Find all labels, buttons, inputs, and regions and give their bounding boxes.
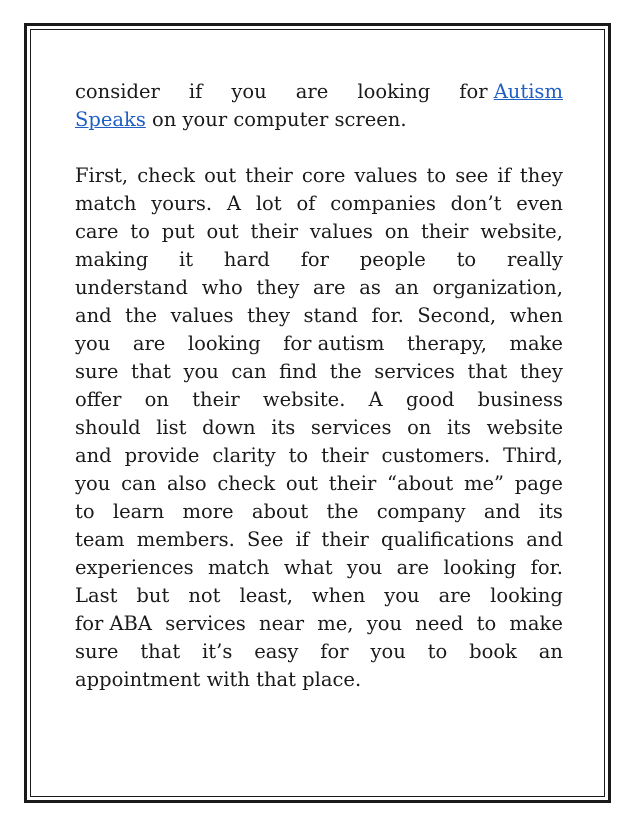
word: experiences xyxy=(75,556,194,579)
paragraph2-line xyxy=(75,442,563,470)
word: therapy, xyxy=(406,332,487,355)
word: on xyxy=(384,220,410,243)
word: they xyxy=(247,304,291,327)
word: that xyxy=(467,360,508,383)
word: looking xyxy=(443,556,517,579)
word: the xyxy=(326,500,359,523)
word: for xyxy=(300,248,329,271)
paragraph2-line xyxy=(75,358,563,386)
word: values xyxy=(170,304,234,327)
word: if xyxy=(497,164,511,187)
word: website xyxy=(486,416,563,439)
word: core xyxy=(301,164,346,187)
word: to xyxy=(426,164,447,187)
paragraph2-line xyxy=(75,218,563,246)
word: First, xyxy=(75,164,129,187)
word: stand xyxy=(303,304,359,327)
word: to xyxy=(456,248,477,271)
word: don’t xyxy=(450,192,502,215)
word: to xyxy=(288,444,309,467)
word: for ABA xyxy=(75,612,152,635)
word: more xyxy=(182,500,234,523)
word: me, xyxy=(317,612,354,635)
word: can xyxy=(231,360,267,383)
word: clarity xyxy=(212,444,276,467)
word: of xyxy=(296,192,316,215)
paragraph2-line xyxy=(75,302,563,330)
word: are xyxy=(295,80,329,103)
word: to xyxy=(476,612,497,635)
word: list xyxy=(156,416,187,439)
word: book xyxy=(469,640,517,663)
paragraph2-line xyxy=(75,582,563,610)
word: who xyxy=(201,276,243,299)
word: looking xyxy=(357,80,431,103)
link-prefix-group xyxy=(459,78,563,106)
word: on xyxy=(407,416,432,439)
word: sure xyxy=(75,640,119,663)
word: should xyxy=(75,416,141,439)
word: that xyxy=(140,640,181,663)
document-body xyxy=(75,78,563,694)
word: members. xyxy=(136,528,235,551)
word: you xyxy=(183,360,219,383)
word: on xyxy=(144,388,169,411)
word: good xyxy=(405,388,455,411)
word: if xyxy=(188,80,203,103)
word: their xyxy=(321,528,369,551)
word: looking xyxy=(490,584,563,607)
word: companies xyxy=(330,192,436,215)
word: people xyxy=(359,248,426,271)
word: if xyxy=(295,528,310,551)
word: hard xyxy=(223,248,270,271)
word: really xyxy=(506,248,563,271)
word: make xyxy=(509,332,563,355)
word: can xyxy=(121,472,157,495)
word: not xyxy=(188,584,221,607)
word: out xyxy=(285,472,319,495)
word: consider xyxy=(75,80,160,103)
paragraph2-line xyxy=(75,610,563,638)
word: and xyxy=(75,304,112,327)
word: you xyxy=(75,332,111,355)
word: services xyxy=(165,612,246,635)
word: values xyxy=(309,220,373,243)
paragraph1-line2 xyxy=(75,106,563,134)
paragraph2-line xyxy=(75,274,563,302)
word: to xyxy=(427,640,448,663)
word: as xyxy=(359,276,381,299)
word: services xyxy=(374,360,455,383)
word: Last xyxy=(75,584,118,607)
word: and xyxy=(483,500,521,523)
word: are xyxy=(396,556,430,579)
word: down xyxy=(202,416,256,439)
word: See xyxy=(246,528,284,551)
word: learn xyxy=(112,500,165,523)
word: to xyxy=(130,220,150,243)
word: for xyxy=(320,640,349,663)
word: page xyxy=(514,472,563,495)
word: that xyxy=(131,360,171,383)
word: business xyxy=(477,388,563,411)
word: customers. xyxy=(381,444,491,467)
word: values xyxy=(354,164,418,187)
word: when xyxy=(509,304,563,327)
word: you xyxy=(75,472,111,495)
word: understand xyxy=(75,276,188,299)
word: they xyxy=(256,276,300,299)
word: me” xyxy=(464,472,505,495)
word: what xyxy=(283,556,333,579)
word: its xyxy=(271,416,296,439)
word: their xyxy=(245,164,293,187)
word: you xyxy=(370,640,406,663)
word: and xyxy=(75,444,112,467)
word: their xyxy=(420,220,469,243)
word: for. xyxy=(530,556,563,579)
paragraph2-line xyxy=(75,498,563,526)
word: making xyxy=(75,248,149,271)
word: make xyxy=(509,612,563,635)
word: its xyxy=(446,416,472,439)
word: and xyxy=(526,528,563,551)
word: least, xyxy=(239,584,293,607)
word: lot xyxy=(255,192,282,215)
word: match xyxy=(75,192,137,215)
word: website. xyxy=(262,388,346,411)
paragraph1-line2-text: on your computer screen. xyxy=(145,108,407,131)
word: about xyxy=(251,500,309,523)
word: put xyxy=(161,220,195,243)
word: even xyxy=(516,192,563,215)
word: they xyxy=(519,164,563,187)
word: it xyxy=(179,248,194,271)
paragraph2 xyxy=(75,162,563,666)
word: its xyxy=(538,500,563,523)
word: company xyxy=(376,500,466,523)
autism-speaks-link-part2[interactable]: Speaks xyxy=(75,108,146,131)
word: check xyxy=(137,164,195,187)
word: for. xyxy=(371,304,404,327)
word: check xyxy=(217,472,276,495)
word: for xyxy=(459,80,488,103)
word: website, xyxy=(480,220,563,243)
word: Third, xyxy=(503,444,563,467)
word: you xyxy=(384,584,420,607)
word: A xyxy=(226,192,241,215)
word: yours. xyxy=(151,192,213,215)
paragraph-gap xyxy=(75,134,563,162)
word: see xyxy=(455,164,489,187)
word: for autism xyxy=(283,332,385,355)
paragraph2-line xyxy=(75,330,563,358)
word: sure xyxy=(75,360,119,383)
word: “about xyxy=(387,472,454,495)
paragraph2-line xyxy=(75,554,563,582)
word: also xyxy=(166,472,207,495)
word: looking xyxy=(187,332,261,355)
word: an xyxy=(538,640,563,663)
word: A xyxy=(368,388,383,411)
word: need xyxy=(415,612,464,635)
word: when xyxy=(311,584,366,607)
word: are xyxy=(438,584,472,607)
paragraph2-line xyxy=(75,526,563,554)
word: you xyxy=(346,556,383,579)
paragraph2-line xyxy=(75,246,563,274)
word: organization, xyxy=(432,276,563,299)
word: to xyxy=(75,500,95,523)
paragraph2-line xyxy=(75,414,563,442)
word: offer xyxy=(75,388,122,411)
paragraph2-line xyxy=(75,190,563,218)
word: care xyxy=(75,220,119,243)
word: Second, xyxy=(417,304,497,327)
word: are xyxy=(132,332,166,355)
word: near xyxy=(259,612,305,635)
word: you xyxy=(231,80,267,103)
word: out xyxy=(204,164,237,187)
word: it’s xyxy=(202,640,233,663)
word: the xyxy=(329,360,362,383)
word: are xyxy=(313,276,346,299)
word: an xyxy=(394,276,419,299)
word: provide xyxy=(124,444,200,467)
paragraph2-line xyxy=(75,470,563,498)
word: their xyxy=(328,472,377,495)
paragraph2-last-line: appointment with that place. xyxy=(75,668,362,691)
word: match xyxy=(208,556,270,579)
word: their xyxy=(192,388,240,411)
word: they xyxy=(519,360,563,383)
word: their xyxy=(321,444,369,467)
word: easy xyxy=(254,640,299,663)
word: you xyxy=(366,612,403,635)
paragraph2-line xyxy=(75,638,563,666)
word: out xyxy=(206,220,239,243)
word: team xyxy=(75,528,125,551)
word: find xyxy=(279,360,318,383)
word: the xyxy=(125,304,158,327)
word: their xyxy=(250,220,299,243)
paragraph2-line xyxy=(75,162,563,190)
autism-speaks-link-part1[interactable]: Autism xyxy=(493,80,563,103)
paragraph1-line1 xyxy=(75,78,563,106)
word: qualifications xyxy=(381,528,515,551)
word: services xyxy=(310,416,392,439)
word: but xyxy=(136,584,170,607)
paragraph2-line xyxy=(75,386,563,414)
